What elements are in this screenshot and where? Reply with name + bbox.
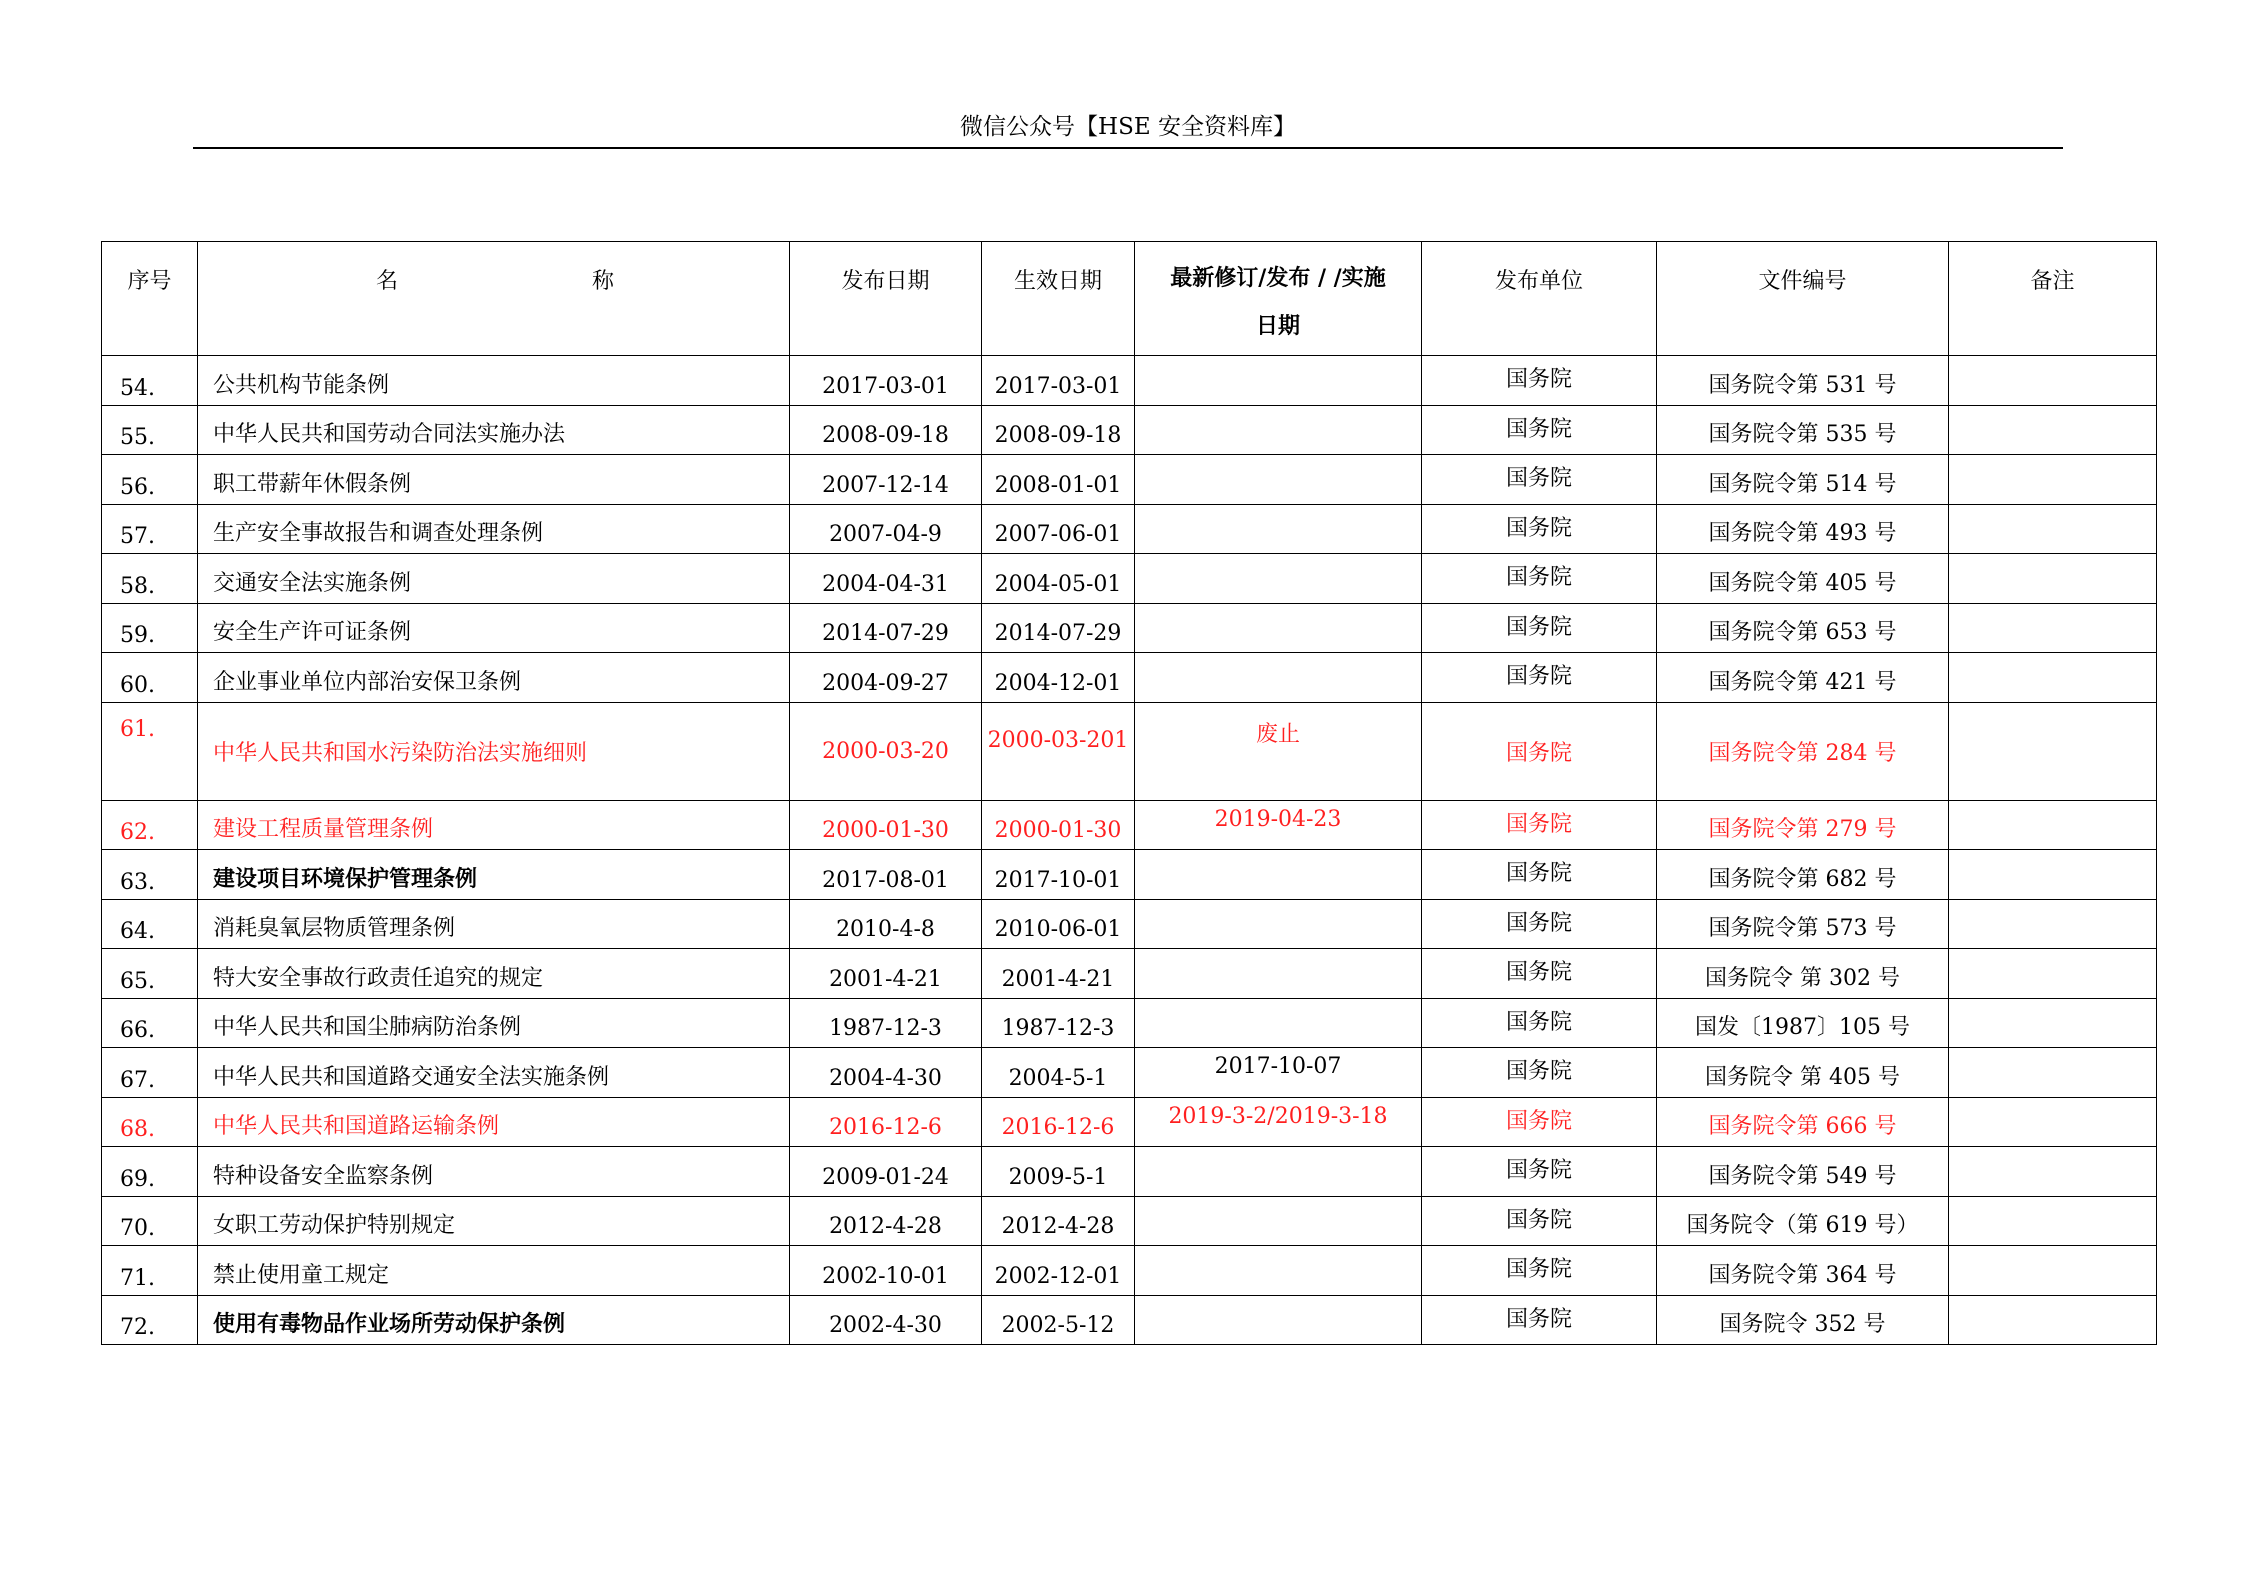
row-revision-date: 废止 — [1135, 702, 1422, 800]
row-publish-date: 2004-09-27 — [790, 653, 982, 703]
row-remark — [1949, 949, 2157, 999]
row-effective-date: 2014-07-29 — [982, 603, 1135, 653]
col-header-name-left: 名 — [376, 269, 399, 294]
col-header-name-right: 称 — [591, 269, 614, 294]
row-name: 建设工程质量管理条例 — [198, 800, 790, 850]
row-revision-date — [1135, 1196, 1422, 1246]
row-name: 公共机构节能条例 — [198, 356, 790, 406]
row-revision-date — [1135, 1147, 1422, 1197]
row-revision-date — [1135, 356, 1422, 406]
row-publish-date: 2016-12-6 — [790, 1097, 982, 1147]
row-revision-date — [1135, 504, 1422, 554]
row-issuer: 国务院 — [1422, 405, 1657, 455]
row-remark — [1949, 405, 2157, 455]
row-doc-no: 国务院令 352 号 — [1657, 1295, 1949, 1345]
row-issuer: 国务院 — [1422, 1295, 1657, 1345]
row-issuer: 国务院 — [1422, 949, 1657, 999]
row-publish-date: 2010-4-8 — [790, 899, 982, 949]
row-effective-date: 2017-03-01 — [982, 356, 1135, 406]
row-effective-date: 2017-10-01 — [982, 850, 1135, 900]
row-effective-date: 2001-4-21 — [982, 949, 1135, 999]
table-body — [102, 356, 2157, 1345]
row-name: 安全生产许可证条例 — [198, 603, 790, 653]
row-seq: 60. — [102, 653, 198, 703]
row-publish-date: 2004-04-31 — [790, 554, 982, 604]
table-row — [102, 455, 2157, 505]
row-revision-date — [1135, 554, 1422, 604]
row-doc-no: 国务院令 第 302 号 — [1657, 949, 1949, 999]
row-revision-date: 2019-04-23 — [1135, 800, 1422, 850]
row-publish-date: 2017-03-01 — [790, 356, 982, 406]
row-doc-no: 国务院令第 531 号 — [1657, 356, 1949, 406]
row-issuer: 国务院 — [1422, 702, 1657, 800]
row-publish-date: 2012-4-28 — [790, 1196, 982, 1246]
row-remark — [1949, 1097, 2157, 1147]
row-remark — [1949, 998, 2157, 1048]
row-revision-date — [1135, 1246, 1422, 1296]
row-name: 生产安全事故报告和调查处理条例 — [198, 504, 790, 554]
row-seq: 67. — [102, 1048, 198, 1098]
row-remark — [1949, 1246, 2157, 1296]
row-issuer: 国务院 — [1422, 653, 1657, 703]
row-name: 中华人民共和国劳动合同法实施办法 — [198, 405, 790, 455]
row-remark — [1949, 702, 2157, 800]
row-issuer: 国务院 — [1422, 1147, 1657, 1197]
row-remark — [1949, 800, 2157, 850]
row-seq: 64. — [102, 899, 198, 949]
row-effective-date: 2010-06-01 — [982, 899, 1135, 949]
row-seq: 65. — [102, 949, 198, 999]
row-effective-date: 2004-5-1 — [982, 1048, 1135, 1098]
row-effective-date: 2009-5-1 — [982, 1147, 1135, 1197]
row-effective-date: 2000-03-201 — [982, 702, 1135, 800]
row-doc-no: 国务院令（第 619 号） — [1657, 1196, 1949, 1246]
col-header-effective-date: 生效日期 — [982, 242, 1135, 356]
row-revision-date — [1135, 998, 1422, 1048]
row-revision-date — [1135, 1295, 1422, 1345]
row-doc-no: 国务院令第 421 号 — [1657, 653, 1949, 703]
table-row — [102, 356, 2157, 406]
row-issuer: 国务院 — [1422, 455, 1657, 505]
row-revision-date — [1135, 455, 1422, 505]
row-seq: 61. — [102, 702, 198, 800]
table-row — [102, 1295, 2157, 1345]
row-name: 消耗臭氧层物质管理条例 — [198, 899, 790, 949]
table-row — [102, 850, 2157, 900]
row-issuer: 国务院 — [1422, 504, 1657, 554]
row-effective-date: 2008-01-01 — [982, 455, 1135, 505]
col-header-revision-line2: 日期 — [1255, 313, 1300, 339]
row-publish-date: 2000-03-20 — [790, 702, 982, 800]
row-effective-date: 2004-12-01 — [982, 653, 1135, 703]
row-remark — [1949, 1048, 2157, 1098]
row-doc-no: 国务院令 第 405 号 — [1657, 1048, 1949, 1098]
regulations-table — [101, 241, 2157, 1345]
row-doc-no: 国务院令第 364 号 — [1657, 1246, 1949, 1296]
col-header-issuer: 发布单位 — [1422, 242, 1657, 356]
row-publish-date: 2008-09-18 — [790, 405, 982, 455]
row-remark — [1949, 1196, 2157, 1246]
row-remark — [1949, 504, 2157, 554]
row-publish-date: 2014-07-29 — [790, 603, 982, 653]
row-remark — [1949, 554, 2157, 604]
row-doc-no: 国务院令第 405 号 — [1657, 554, 1949, 604]
row-publish-date: 2001-4-21 — [790, 949, 982, 999]
table-row — [102, 1048, 2157, 1098]
row-doc-no: 国务院令第 573 号 — [1657, 899, 1949, 949]
page-header-title: 微信公众号【HSE 安全资料库】 — [960, 114, 1296, 140]
row-seq: 63. — [102, 850, 198, 900]
row-seq: 69. — [102, 1147, 198, 1197]
row-doc-no: 国务院令第 493 号 — [1657, 504, 1949, 554]
row-name: 禁止使用童工规定 — [198, 1246, 790, 1296]
row-remark — [1949, 1295, 2157, 1345]
row-seq: 57. — [102, 504, 198, 554]
table-row — [102, 1196, 2157, 1246]
row-name: 建设项目环境保护管理条例 — [198, 850, 790, 900]
col-header-seq: 序号 — [102, 242, 198, 356]
row-publish-date: 2004-4-30 — [790, 1048, 982, 1098]
row-revision-date — [1135, 653, 1422, 703]
table-row — [102, 899, 2157, 949]
row-issuer: 国务院 — [1422, 356, 1657, 406]
table-header-row — [102, 242, 2157, 356]
row-revision-date: 2017-10-07 — [1135, 1048, 1422, 1098]
row-effective-date: 2007-06-01 — [982, 504, 1135, 554]
row-issuer: 国务院 — [1422, 899, 1657, 949]
row-seq: 68. — [102, 1097, 198, 1147]
row-remark — [1949, 850, 2157, 900]
row-issuer: 国务院 — [1422, 800, 1657, 850]
table-row — [102, 1147, 2157, 1197]
row-doc-no: 国务院令第 666 号 — [1657, 1097, 1949, 1147]
table-row — [102, 1246, 2157, 1296]
col-header-name — [198, 242, 790, 356]
row-effective-date: 2008-09-18 — [982, 405, 1135, 455]
row-doc-no: 国务院令第 514 号 — [1657, 455, 1949, 505]
row-publish-date: 2007-04-9 — [790, 504, 982, 554]
row-seq: 55. — [102, 405, 198, 455]
row-name: 特种设备安全监察条例 — [198, 1147, 790, 1197]
row-effective-date: 2004-05-01 — [982, 554, 1135, 604]
row-name: 企业事业单位内部治安保卫条例 — [198, 653, 790, 703]
row-seq: 59. — [102, 603, 198, 653]
row-name: 职工带薪年休假条例 — [198, 455, 790, 505]
row-remark — [1949, 455, 2157, 505]
row-remark — [1949, 603, 2157, 653]
row-seq: 62. — [102, 800, 198, 850]
row-revision-date — [1135, 850, 1422, 900]
row-doc-no: 国发〔1987〕105 号 — [1657, 998, 1949, 1048]
table-row — [102, 653, 2157, 703]
row-issuer: 国务院 — [1422, 1097, 1657, 1147]
col-header-remark: 备注 — [1949, 242, 2157, 356]
row-revision-date — [1135, 949, 1422, 999]
row-issuer: 国务院 — [1422, 1196, 1657, 1246]
row-revision-date — [1135, 405, 1422, 455]
row-name: 使用有毒物品作业场所劳动保护条例 — [198, 1295, 790, 1345]
row-effective-date: 2002-12-01 — [982, 1246, 1135, 1296]
table-row — [102, 405, 2157, 455]
row-publish-date: 2017-08-01 — [790, 850, 982, 900]
row-publish-date: 2000-01-30 — [790, 800, 982, 850]
table-row — [102, 949, 2157, 999]
row-publish-date: 2002-10-01 — [790, 1246, 982, 1296]
row-issuer: 国务院 — [1422, 1246, 1657, 1296]
row-doc-no: 国务院令第 535 号 — [1657, 405, 1949, 455]
row-name: 交通安全法实施条例 — [198, 554, 790, 604]
row-name: 中华人民共和国道路运输条例 — [198, 1097, 790, 1147]
row-doc-no: 国务院令第 279 号 — [1657, 800, 1949, 850]
row-remark — [1949, 1147, 2157, 1197]
table-row — [102, 504, 2157, 554]
col-header-publish-date: 发布日期 — [790, 242, 982, 356]
row-name: 中华人民共和国水污染防治法实施细则 — [198, 702, 790, 800]
row-revision-date — [1135, 899, 1422, 949]
col-header-revision-date — [1135, 242, 1422, 356]
row-publish-date: 2002-4-30 — [790, 1295, 982, 1345]
col-header-doc-no: 文件编号 — [1657, 242, 1949, 356]
row-doc-no: 国务院令第 284 号 — [1657, 702, 1949, 800]
row-issuer: 国务院 — [1422, 850, 1657, 900]
row-effective-date: 2012-4-28 — [982, 1196, 1135, 1246]
row-publish-date: 2009-01-24 — [790, 1147, 982, 1197]
row-name: 中华人民共和国道路交通安全法实施条例 — [198, 1048, 790, 1098]
row-seq: 66. — [102, 998, 198, 1048]
row-seq: 54. — [102, 356, 198, 406]
header-divider — [193, 147, 2063, 149]
row-effective-date: 1987-12-3 — [982, 998, 1135, 1048]
table-row — [102, 702, 2157, 800]
row-remark — [1949, 356, 2157, 406]
row-doc-no: 国务院令第 653 号 — [1657, 603, 1949, 653]
row-remark — [1949, 653, 2157, 703]
row-issuer: 国务院 — [1422, 1048, 1657, 1098]
row-effective-date: 2000-01-30 — [982, 800, 1135, 850]
table-row — [102, 603, 2157, 653]
row-issuer: 国务院 — [1422, 603, 1657, 653]
row-seq: 71. — [102, 1246, 198, 1296]
row-remark — [1949, 899, 2157, 949]
row-revision-date: 2019-3-2/2019-3-18 — [1135, 1097, 1422, 1147]
table-row — [102, 554, 2157, 604]
row-doc-no: 国务院令第 682 号 — [1657, 850, 1949, 900]
row-seq: 56. — [102, 455, 198, 505]
row-seq: 72. — [102, 1295, 198, 1345]
row-issuer: 国务院 — [1422, 998, 1657, 1048]
row-seq: 58. — [102, 554, 198, 604]
row-issuer: 国务院 — [1422, 554, 1657, 604]
table-row — [102, 998, 2157, 1048]
row-name: 中华人民共和国尘肺病防治条例 — [198, 998, 790, 1048]
row-name: 女职工劳动保护特别规定 — [198, 1196, 790, 1246]
col-header-revision-line1: 最新修订/发布 / /实施 — [1170, 265, 1386, 291]
row-effective-date: 2016-12-6 — [982, 1097, 1135, 1147]
table-row — [102, 800, 2157, 850]
row-publish-date: 2007-12-14 — [790, 455, 982, 505]
row-doc-no: 国务院令第 549 号 — [1657, 1147, 1949, 1197]
row-seq: 70. — [102, 1196, 198, 1246]
row-name: 特大安全事故行政责任追究的规定 — [198, 949, 790, 999]
row-revision-date — [1135, 603, 1422, 653]
table-row — [102, 1097, 2157, 1147]
row-publish-date: 1987-12-3 — [790, 998, 982, 1048]
row-effective-date: 2002-5-12 — [982, 1295, 1135, 1345]
